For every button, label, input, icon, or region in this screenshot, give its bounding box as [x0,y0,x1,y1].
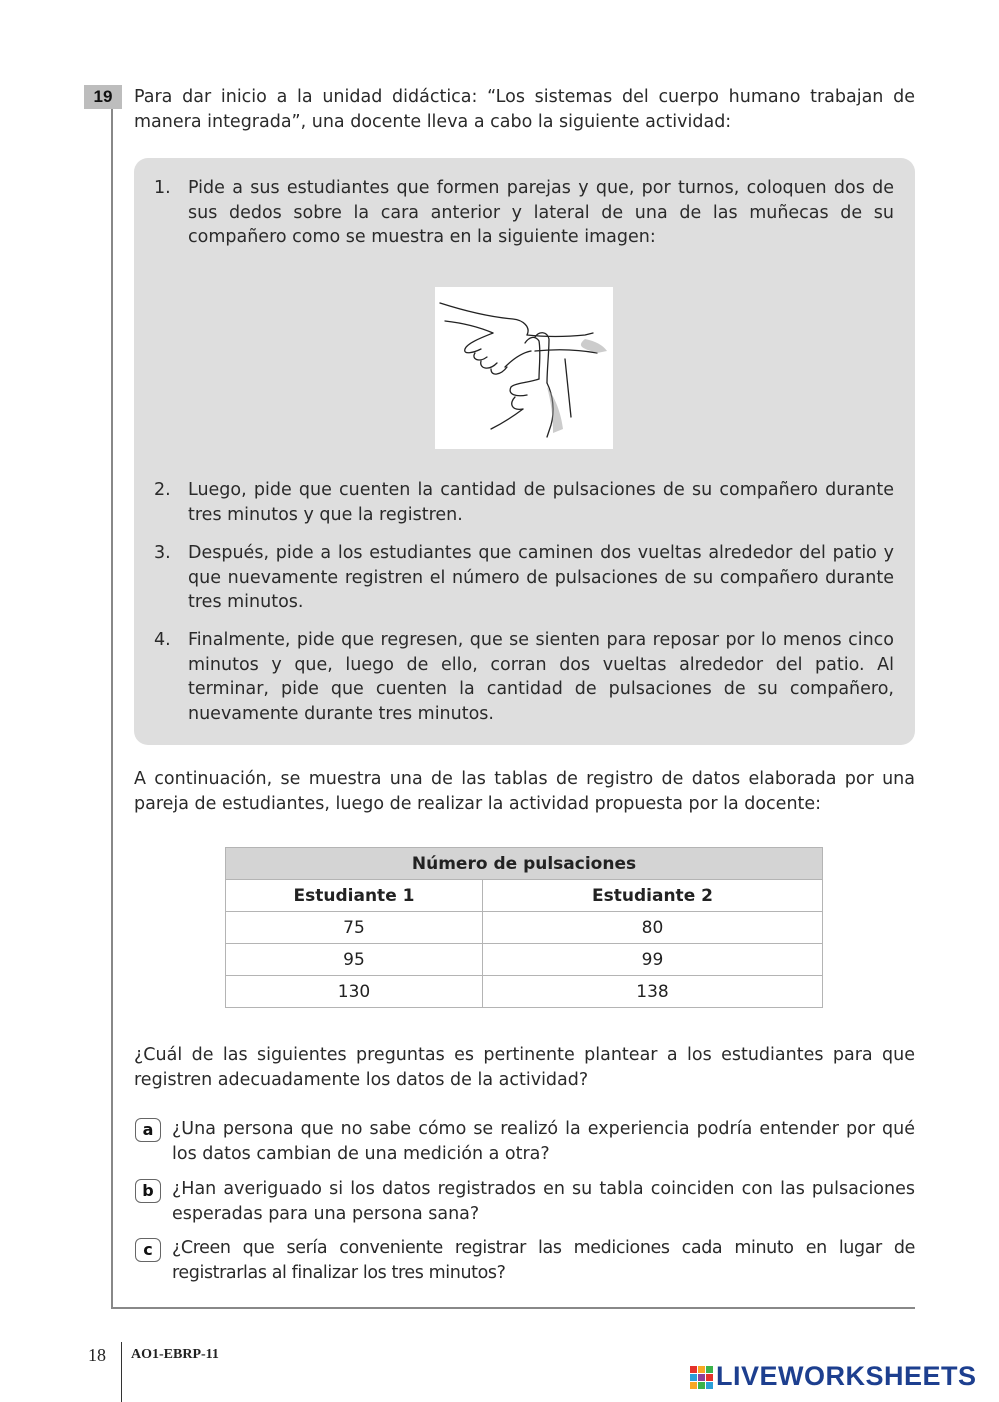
question-left-rule [111,109,113,1309]
table-cell: 95 [226,944,483,976]
hands-taking-pulse-image [435,287,613,449]
step-number: 1. [154,178,171,198]
question-bottom-rule [111,1307,915,1309]
question-intro: Para dar inicio a la unidad didáctica: “Los sistemas del cuerpo humano trabajan de manera integrada”, una docente lleva a cabo la siguiente actividad: [134,87,915,132]
column-header: Estudiante 2 [483,880,823,912]
option-b-selector[interactable]: b [135,1179,161,1203]
activity-step-2 [154,478,894,527]
question-number: 19 [84,85,122,109]
step-number: 2. [154,480,171,500]
option-c-selector[interactable]: c [135,1238,161,1262]
option-a-text[interactable]: ¿Una persona que no sabe cómo se realizó la experiencia podría entender por qué los datos cambian de una medición a otra? [172,1119,915,1164]
table-cell: 80 [483,912,823,944]
activity-step-4 [154,628,894,726]
option-b-text[interactable]: ¿Han averiguado si los datos registrados en su tabla coinciden con las pulsaciones esperadas para una persona sana? [172,1179,915,1224]
table-row [226,944,823,976]
hands-illustration [435,287,613,449]
table-cell: 138 [483,976,823,1008]
option-a-selector[interactable]: a [135,1118,161,1142]
option-c-text[interactable]: ¿Creen que sería conveniente registrar las mediciones cada minuto en lugar de registrarlas al finalizar los tres minutos? [172,1238,915,1283]
step-text: Pide a sus estudiantes que formen parejas y que, por turnos, coloquen dos de sus dedos sobre la cara anterior y lateral de una de las muñecas de su compañero como se muestra en la siguiente imagen: [188,178,894,247]
footer-divider [121,1342,122,1402]
activity-step-3 [154,541,894,615]
column-header: Estudiante 1 [226,880,483,912]
step-text: Finalmente, pide que regresen, que se sienten para reposar por lo menos cinco minutos y que, luego de ello, corran dos vueltas alrededor del patio. Al terminar, pide que cuenten la cantidad de pulsaciones de su compañero, nuevamente durante tres minutos. [188,630,894,724]
table-row [226,976,823,1008]
table-cell: 99 [483,944,823,976]
step-text: Luego, pide que cuenten la cantidad de pulsaciones de su compañero durante tres minutos y que la registren. [188,480,894,525]
step-number: 4. [154,630,171,650]
table-intro: A continuación, se muestra una de las tablas de registro de datos elaborada por una pareja de estudiantes, luego de realizar la actividad propuesta por la docente: [134,769,915,814]
pulse-table [225,847,823,1008]
table-row [226,912,823,944]
question-prompt: ¿Cuál de las siguientes preguntas es pertinente plantear a los estudiantes para que registren adecuadamente los datos de la actividad? [134,1045,915,1090]
table-cell: 130 [226,976,483,1008]
activity-step-1 [154,176,894,250]
table-cell: 75 [226,912,483,944]
document-code: AO1-EBRP-11 [131,1347,219,1362]
step-number: 3. [154,543,171,563]
table-title: Número de pulsaciones [226,848,823,880]
step-text: Después, pide a los estudiantes que caminen dos vueltas alrededor del patio y que nuevamente registren el número de pulsaciones de su compañero durante tres minutos. [188,543,894,612]
page-number: 18 [88,1345,106,1365]
liveworksheets-brand[interactable]: LIVEWORKSHEETS [716,1361,977,1391]
liveworksheets-logo-icon [690,1364,714,1398]
